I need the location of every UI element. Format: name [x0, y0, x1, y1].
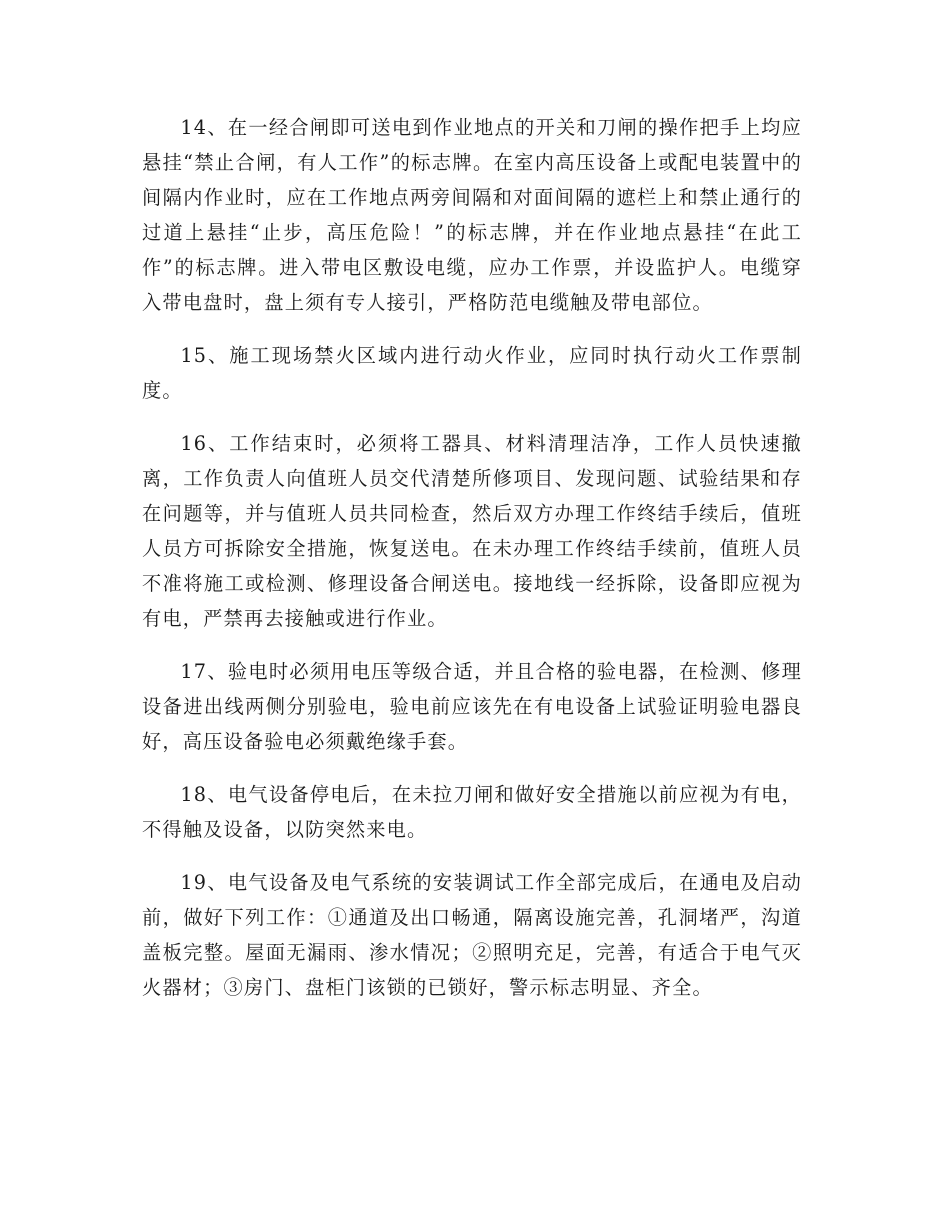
document-page: [142, 110, 802, 1023]
paragraph-17: 17、验电时必须用电压等级合适，并且合格的验电器，在检测、修理设备进出线两侧分别验电，验电前应该先在有电设备上试验证明验电器良好，高压设备验电必须戴绝缘手套。: [142, 660, 802, 753]
paragraph-16: 16、工作结束时，必须将工器具、材料清理洁净，工作人员快速撤离，工作负责人向值班人员交代清楚所修项目、发现问题、试验结果和存在问题等，并与值班人员共同检查，然后双方办理工作终结手续后，值班人员方可拆除安全措施，恢复送电。在未办理工作终结手续前，值班人员不准将施工或检测、修理设备合闸送电。接地线一经拆除，设备即应视为有电，严禁再去接触或进行作业。: [142, 432, 802, 630]
paragraph-15: 15、施工现场禁火区域内进行动火作业，应同时执行动火工作票制度。: [142, 344, 802, 402]
paragraph-18: 18、电气设备停电后，在未拉刀闸和做好安全措施以前应视为有电，不得触及设备，以防突然来电。: [142, 783, 802, 841]
paragraph-14: 14、在一经合闸即可送电到作业地点的开关和刀闸的操作把手上均应悬挂“禁止合闸，有人工作”的标志牌。在室内高压设备上或配电装置中的间隔内作业时，应在工作地点两旁间隔和对面间隔的遮栏上和禁止通行的过道上悬挂“止步，高压危险！”的标志牌，并在作业地点悬挂“在此工作”的标志牌。进入带电区敷设电缆，应办工作票，并设监护人。电缆穿入带电盘时，盘上须有专人接引，严格防范电缆触及带电部位。: [142, 116, 802, 314]
paragraph-19: 19、电气设备及电气系统的安装调试工作全部完成后，在通电及启动前，做好下列工作：①通道及出口畅通，隔离设施完善，孔洞堵严，沟道盖板完整。屋面无漏雨、渗水情况；②照明充足，完善，有适合于电气灭火器材；③房门、盘柜门该锁的已锁好，警示标志明显、齐全。: [142, 871, 802, 999]
